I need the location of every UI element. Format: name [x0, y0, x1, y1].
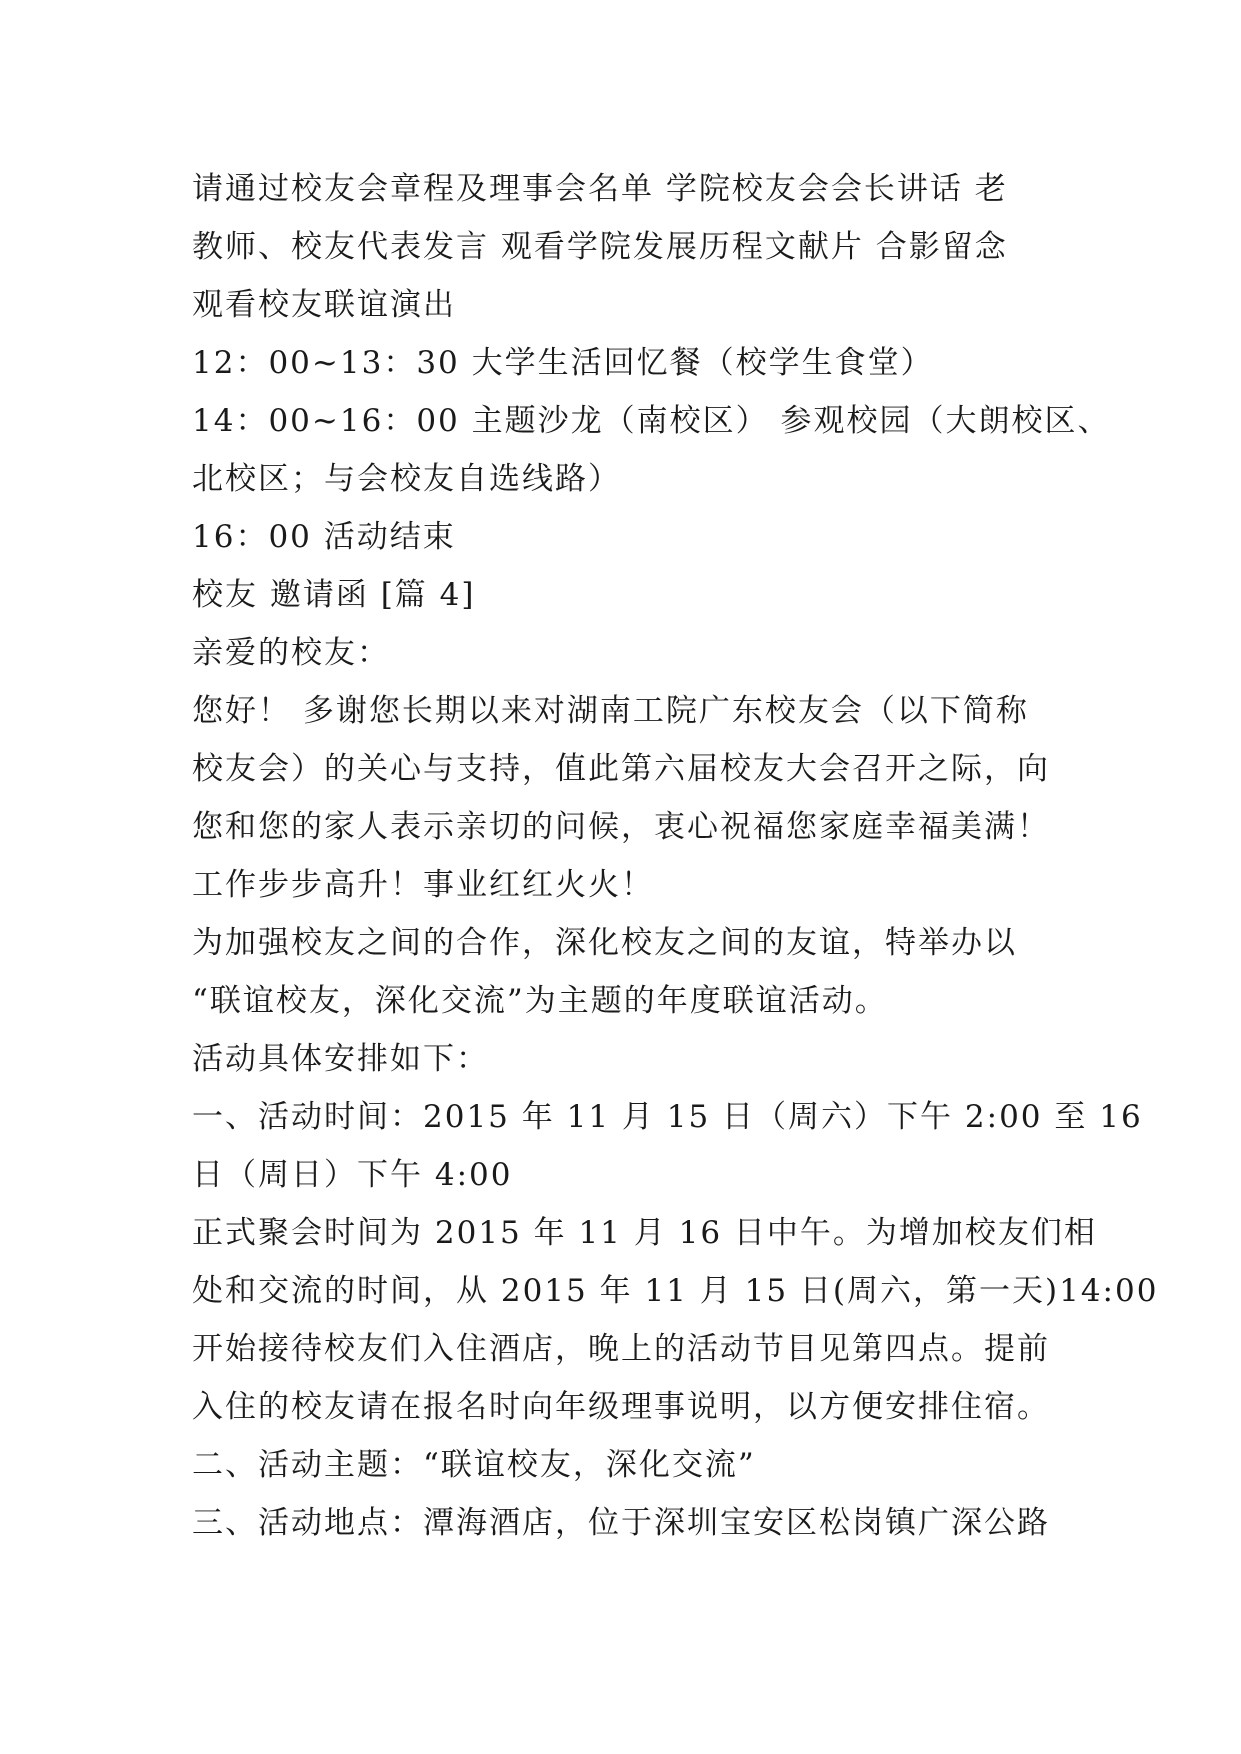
text-line: 16：00 活动结束: [192, 519, 456, 555]
salutation: 亲爱的校友：: [192, 635, 390, 671]
text-line: 校友会）的关心与支持，值此第六届校友大会召开之际，向: [192, 751, 1050, 787]
text-line: 观看校友联谊演出: [192, 287, 456, 323]
text-line: 一、活动时间：2015 年 11 月 15 日（周六）下午 2:00 至 16: [192, 1099, 1143, 1135]
text-line: 请通过校友会章程及理事会名单 学院校友会会长讲话 老: [192, 171, 1008, 207]
text-line: 处和交流的时间，从 2015 年 11 月 15 日(周六，第一天)14:00: [192, 1273, 1159, 1309]
section-heading: 校友 邀请函 [篇 4]: [192, 577, 476, 613]
text-line: 14：00~16：00 主题沙龙（南校区） 参观校园（大朗校区、: [192, 403, 1111, 439]
text-line: 入住的校友请在报名时向年级理事说明，以方便安排住宿。: [192, 1389, 1050, 1425]
text-line: 北校区；与会校友自选线路）: [192, 461, 621, 497]
text-line: 您和您的家人表示亲切的问候，衷心祝福您家庭幸福美满！: [192, 809, 1050, 845]
text-line: “联谊校友，深化交流”为主题的年度联谊活动。: [192, 983, 888, 1019]
text-line: 您好！ 多谢您长期以来对湖南工院广东校友会（以下简称: [192, 693, 1029, 729]
text-line: 工作步步高升！事业红红火火！: [192, 867, 654, 903]
text-line: 开始接待校友们入住酒店，晚上的活动节目见第四点。提前: [192, 1331, 1050, 1367]
text-line: 日（周日）下午 4:00: [192, 1157, 513, 1193]
text-line: 二、活动主题：“联谊校友，深化交流”: [192, 1447, 756, 1483]
document-body: [192, 160, 1159, 1552]
text-line: 正式聚会时间为 2015 年 11 月 16 日中午。为增加校友们相: [192, 1215, 1097, 1251]
text-line: 为加强校友之间的合作，深化校友之间的友谊，特举办以: [192, 925, 1017, 961]
text-line: 教师、校友代表发言 观看学院发展历程文献片 合影留念: [192, 229, 1008, 265]
text-line: 12：00~13：30 大学生活回忆餐（校学生食堂）: [192, 345, 934, 381]
text-line: 三、活动地点：潭海酒店，位于深圳宝安区松岗镇广深公路: [192, 1505, 1050, 1541]
text-line: 活动具体安排如下：: [192, 1041, 489, 1077]
